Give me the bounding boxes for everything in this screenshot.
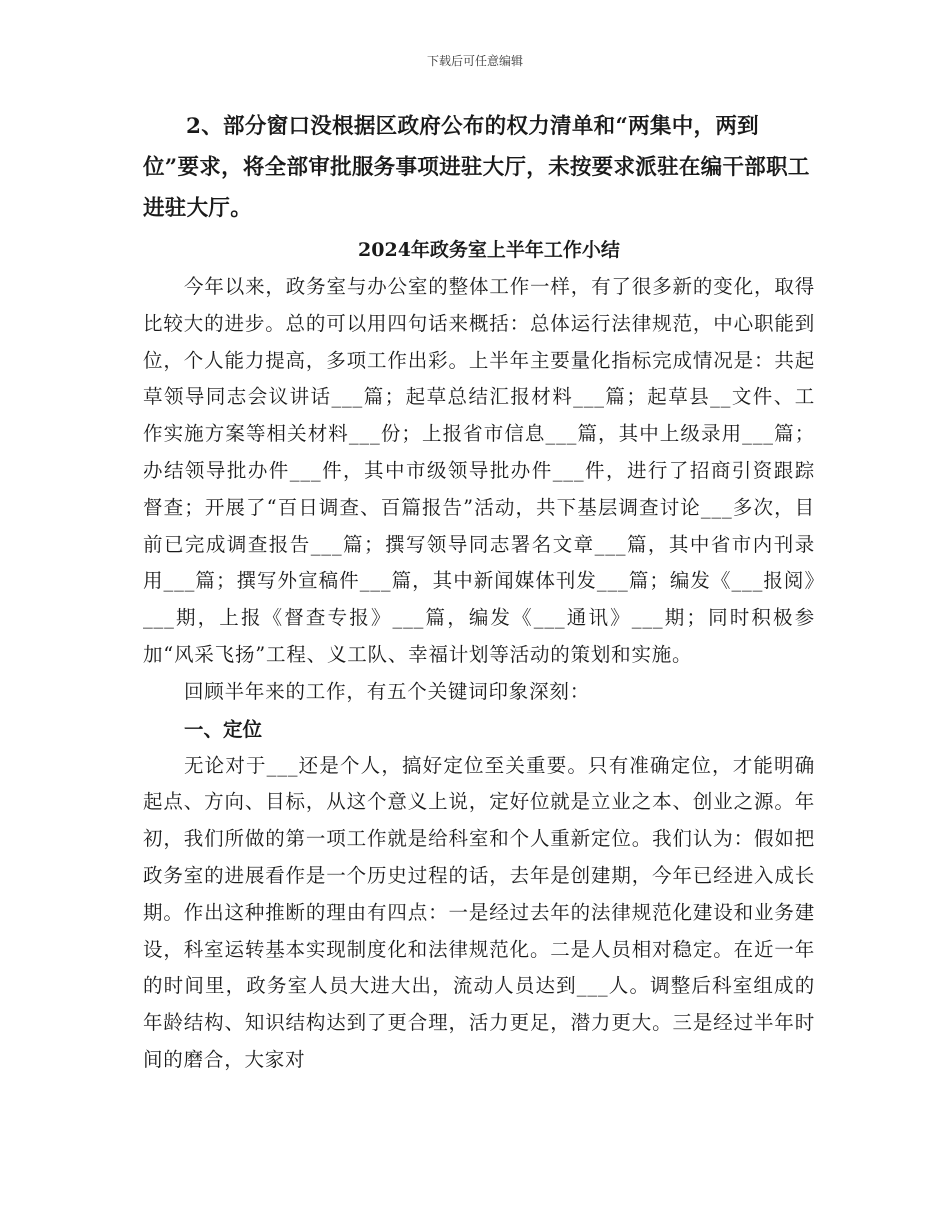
section-paragraph: 无论对于___还是个人，搞好定位至关重要。只有准确定位，才能明确起点、方向、目标，从这个意义上说，定好位就是立业之本、创业之源。年初，我们所做的第一项工作就是给科室和个人重新定位。我们认为：假如把政务室的进展看作是一个历史过程的话，去年是创建期，今年已经进入成长期。作出这种推断的理由有四点：一是经过去年的法律规范化建设和业务建设，科室运转基本实现制度化和法律规范化。二是人员相对稳定。在近一年的时间里，政务室人员大进大出，流动人员达到___人。调整后科室组成的年龄结构、知识结构达到了更合理，活力更足，潜力更大。三是经过半年时间的磨合，大家对 — [143, 753, 815, 1071]
document-title: 2024年政务室上半年工作小结 — [358, 239, 620, 261]
body-paragraph-2: 回顾半年来的工作，有五个关键词印象深刻： — [184, 679, 591, 703]
intro-bold-paragraph: 2、部分窗口没根据区政府公布的权力清单和“两集中，两到位”要求，将全部审批服务事项进驻大厅，未按要求派驻在编干部职工进驻大厅。 — [143, 114, 810, 221]
document-body — [143, 106, 815, 1079]
page-header-note: 下载后可任意编辑 — [426, 54, 523, 68]
section-heading: 一、定位 — [184, 717, 263, 741]
body-paragraph-1: 今年以来，政务室与办公室的整体工作一样，有了很多新的变化，取得比较大的进步。总的可以用四句话来概括：总体运行法律规范，中心职能到位，个人能力提高，多项工作出彩。上半年主要量化指标完成情况是：共起草领导同志会议讲话___篇；起草总结汇报材料___篇；起草县__文件、工作实施方案等相关材料___份；上报省市信息___篇，其中上级录用___篇；办结领导批办件___件，其中市级领导批办件___件，进行了招商引资跟踪督查；开展了“百日调查、百篇报告”活动，共下基层调查讨论___多次，目前已完成调查报告___篇；撰写领导同志署名文章___篇，其中省市内刊录用___篇；撰写外宣稿件___篇，其中新闻媒体刊发___篇；编发《___报阅》___期，上报《督查专报》___篇，编发《___通讯》___期；同时积极参加“风采飞扬”工程、义工队、幸福计划等活动的策划和实施。 — [143, 275, 815, 666]
